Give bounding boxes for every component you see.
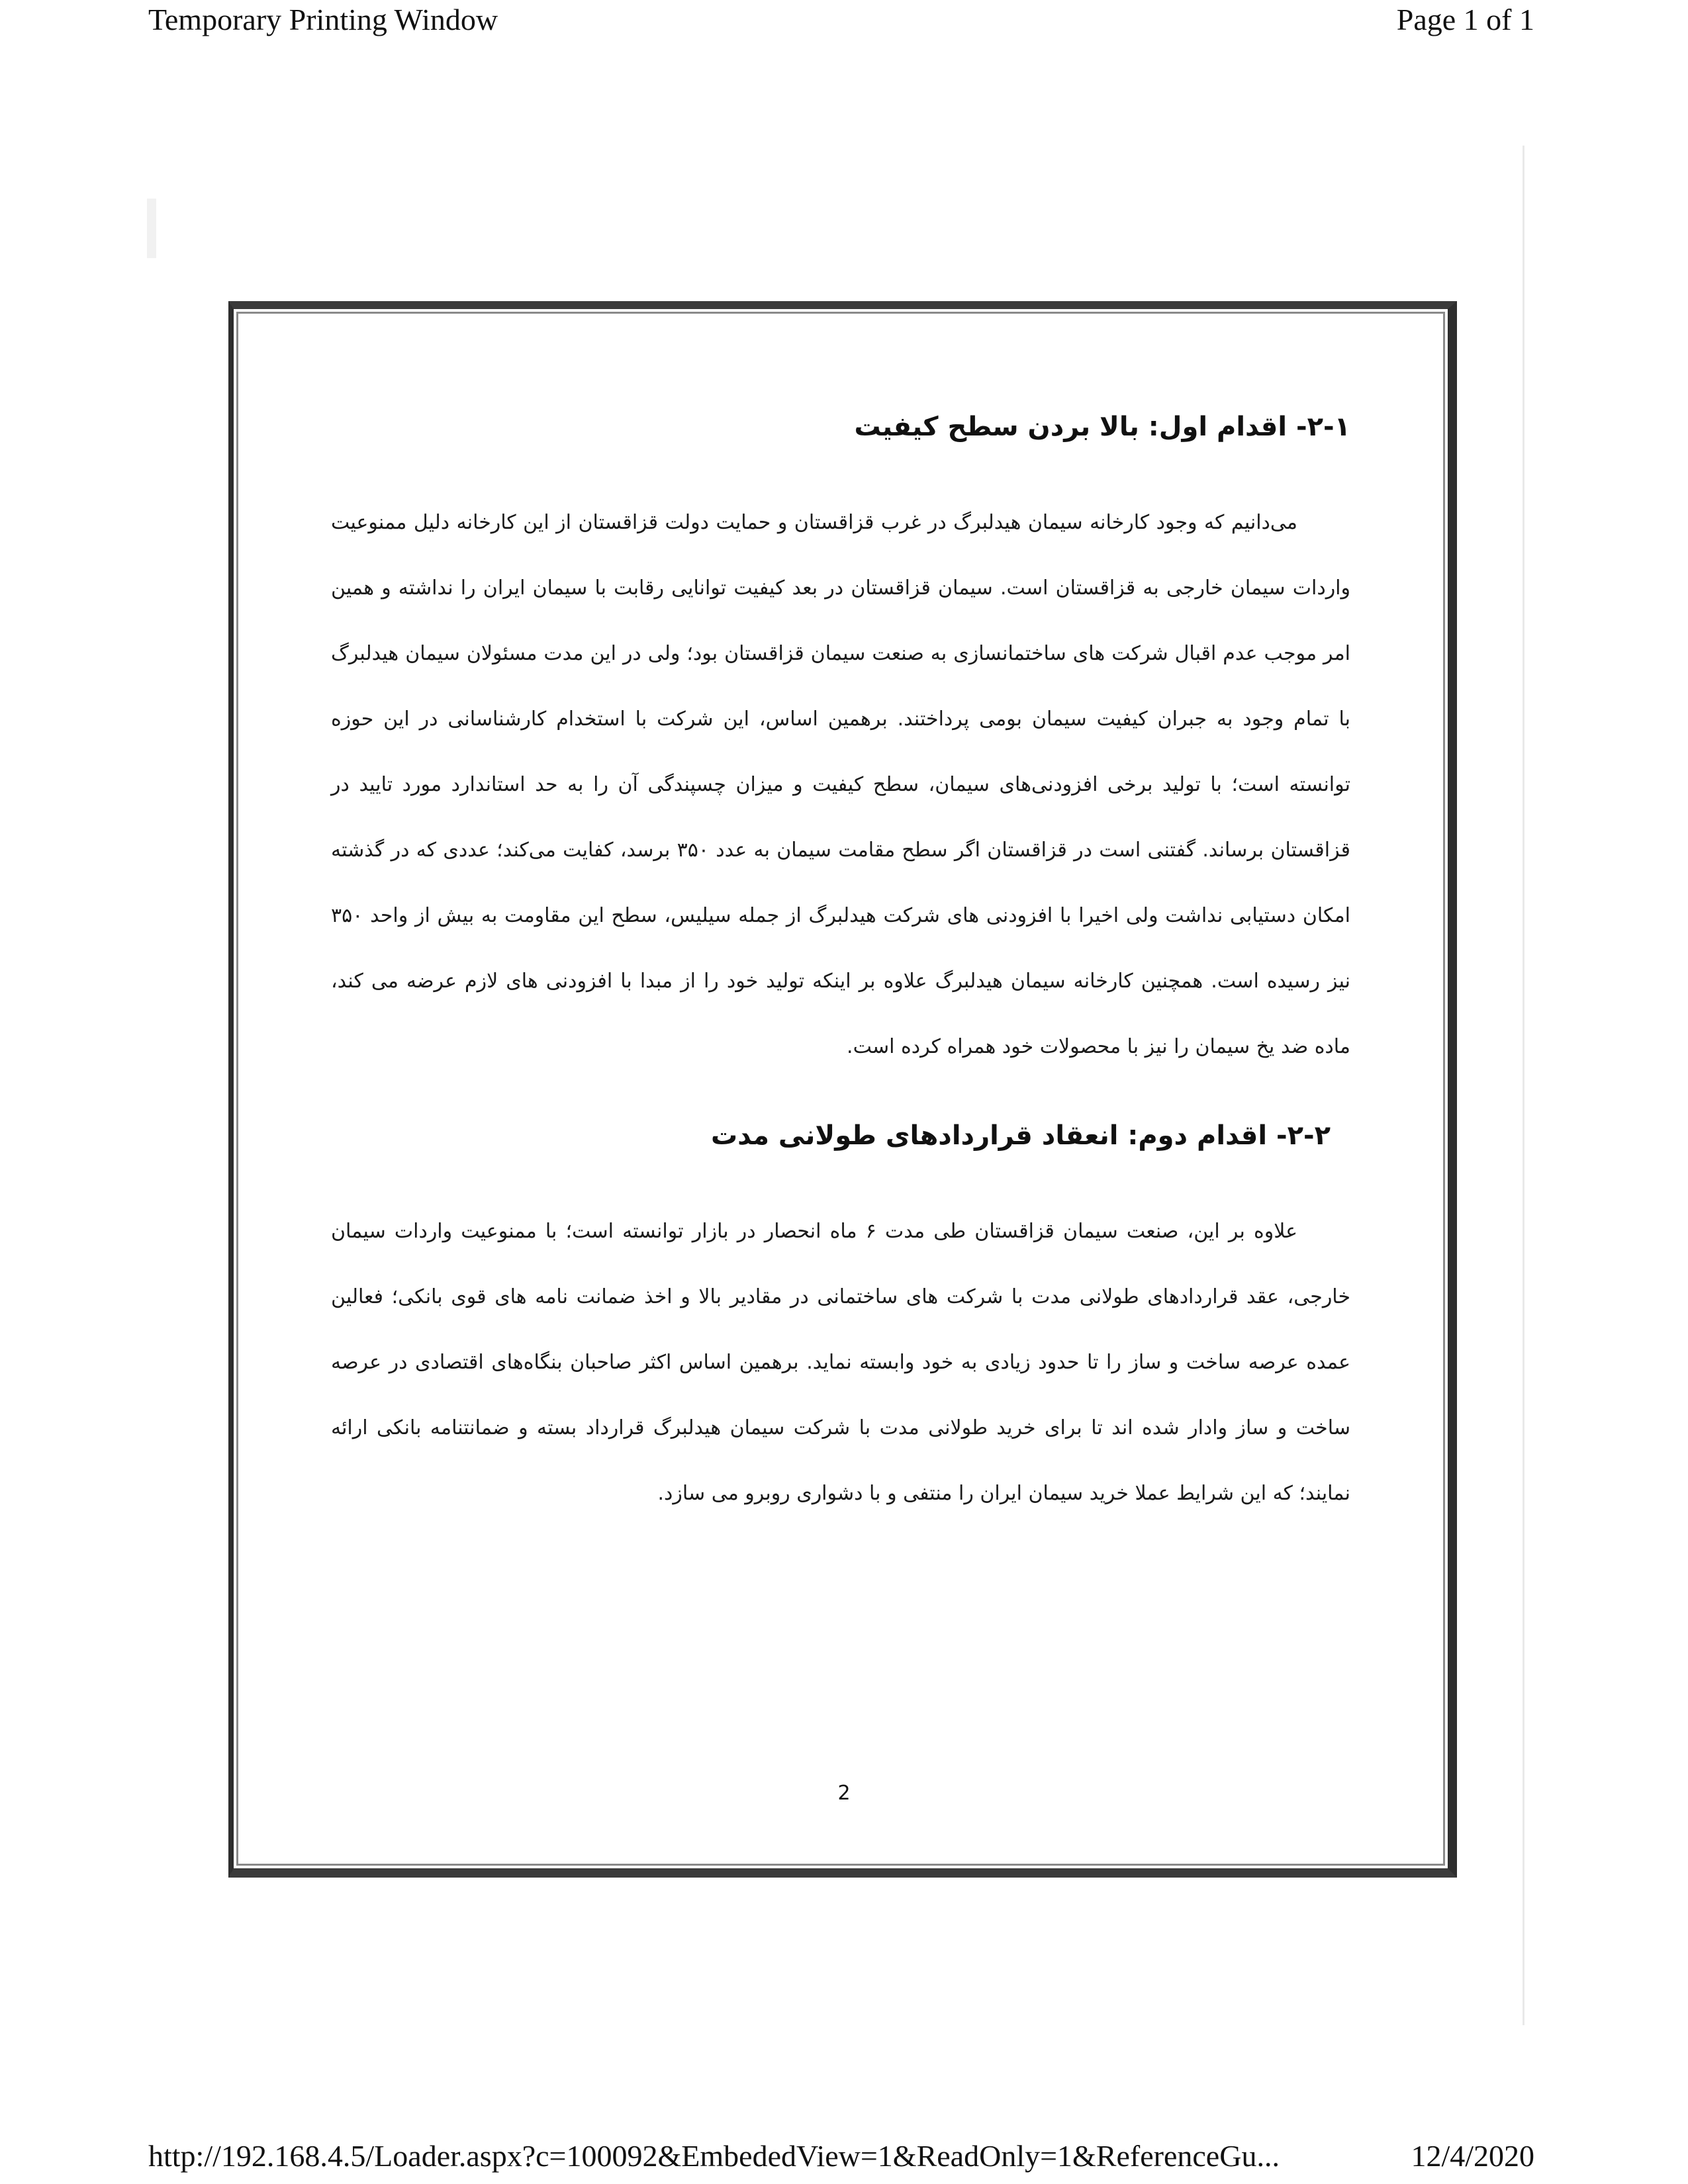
print-footer-url: http://192.168.4.5/Loader.aspx?c=100092&EmbededView=1&ReadOnly=1&ReferenceGu... bbox=[148, 2139, 1280, 2173]
scan-edge bbox=[1523, 146, 1524, 2025]
section-paragraph-quality: می‌دانیم که وجود کارخانه سیمان هیدلبرگ در غرب قزاقستان و حمایت دولت قزاقستان از این کارخانه دلیل ممنوعیت واردات سیمان خارجی به قزاقستان است. سیمان قزاقستان در بعد کیفیت توانایی رقابت با سیمان ایران را نداشته و همین امر موجب عدم اقبال شرکت های ساختمانسازی به صنعت سیمان قزاقستان بود؛ ولی در این مدت مسئولان سیمان هیدلبرگ با تمام وجود به جبران کیفیت سیمان بومی پرداختند. برهمین اساس، این شرکت با استخدام کارشناسانی در این حوزه توانسته است؛ با تولید برخی افزودنی‌های سیمان، سطح کیفیت و میزان چسپندگی آن را به حد استاندارد مورد تایید در قزاقستان برساند. گفتنی است در قزاقستان اگر سطح مقامت سیمان به عدد ۳۵۰ برسد، کفایت می‌کند؛ عددی که در گذشته امکان دستیابی نداشت ولی اخیرا با افزودنی های شرکت هیدلبرگ از جمله سیلیس، سطح این مقاومت به بیش از واحد ۳۵۰ نیز رسیده است. همچنین کارخانه سیمان هیدلبرگ علاوه بر اینکه تولید خود را از مبدا با افزودنی های لازم عرضه می کند، ماده ضد یخ سیمان را نیز با محصولات خود همراه کرده است. bbox=[331, 511, 1351, 1058]
section-heading-quality: ۲-۱- اقدام اول: بالا بردن سطح کیفیت bbox=[854, 412, 1350, 442]
print-window-title: Temporary Printing Window bbox=[148, 3, 498, 36]
document-body bbox=[331, 397, 1350, 1526]
page-number: 2 bbox=[837, 1782, 851, 1805]
scan-smudge bbox=[147, 199, 156, 258]
section-paragraph-contracts: علاوه بر این، صنعت سیمان قزاقستان طی مدت ۶ ماه انحصار در بازار توانسته است؛ با ممنوعیت واردات سیمان خارجی، عقد قراردادهای طولانی مدت با شرکت های ساختمانی در مقادیر بالا و اخذ ضمانت نامه های قوی بانکی؛ فعالین عمده عرصه ساخت و ساز را تا حدود زیادی به خود وابسته نماید. برهمین اساس اکثر صاحبان بنگاه‌های اقتصادی در عرصه ساخت و ساز وادار شده اند تا برای خرید طولانی مدت با شرکت سیمان هیدلبرگ قرارداد بسته و ضمانتنامه بانکی ارائه نمایند؛ که این شرایط عملا خرید سیمان ایران را منتفی و با دشواری روبرو می سازد. bbox=[331, 1220, 1350, 1505]
print-footer-date: 12/4/2020 bbox=[1411, 2139, 1534, 2173]
section-heading-contracts: ۲-۲- اقدام دوم: انعقاد قراردادهای طولانی مدت bbox=[710, 1120, 1331, 1151]
print-page-indicator: Page 1 of 1 bbox=[1396, 3, 1534, 36]
